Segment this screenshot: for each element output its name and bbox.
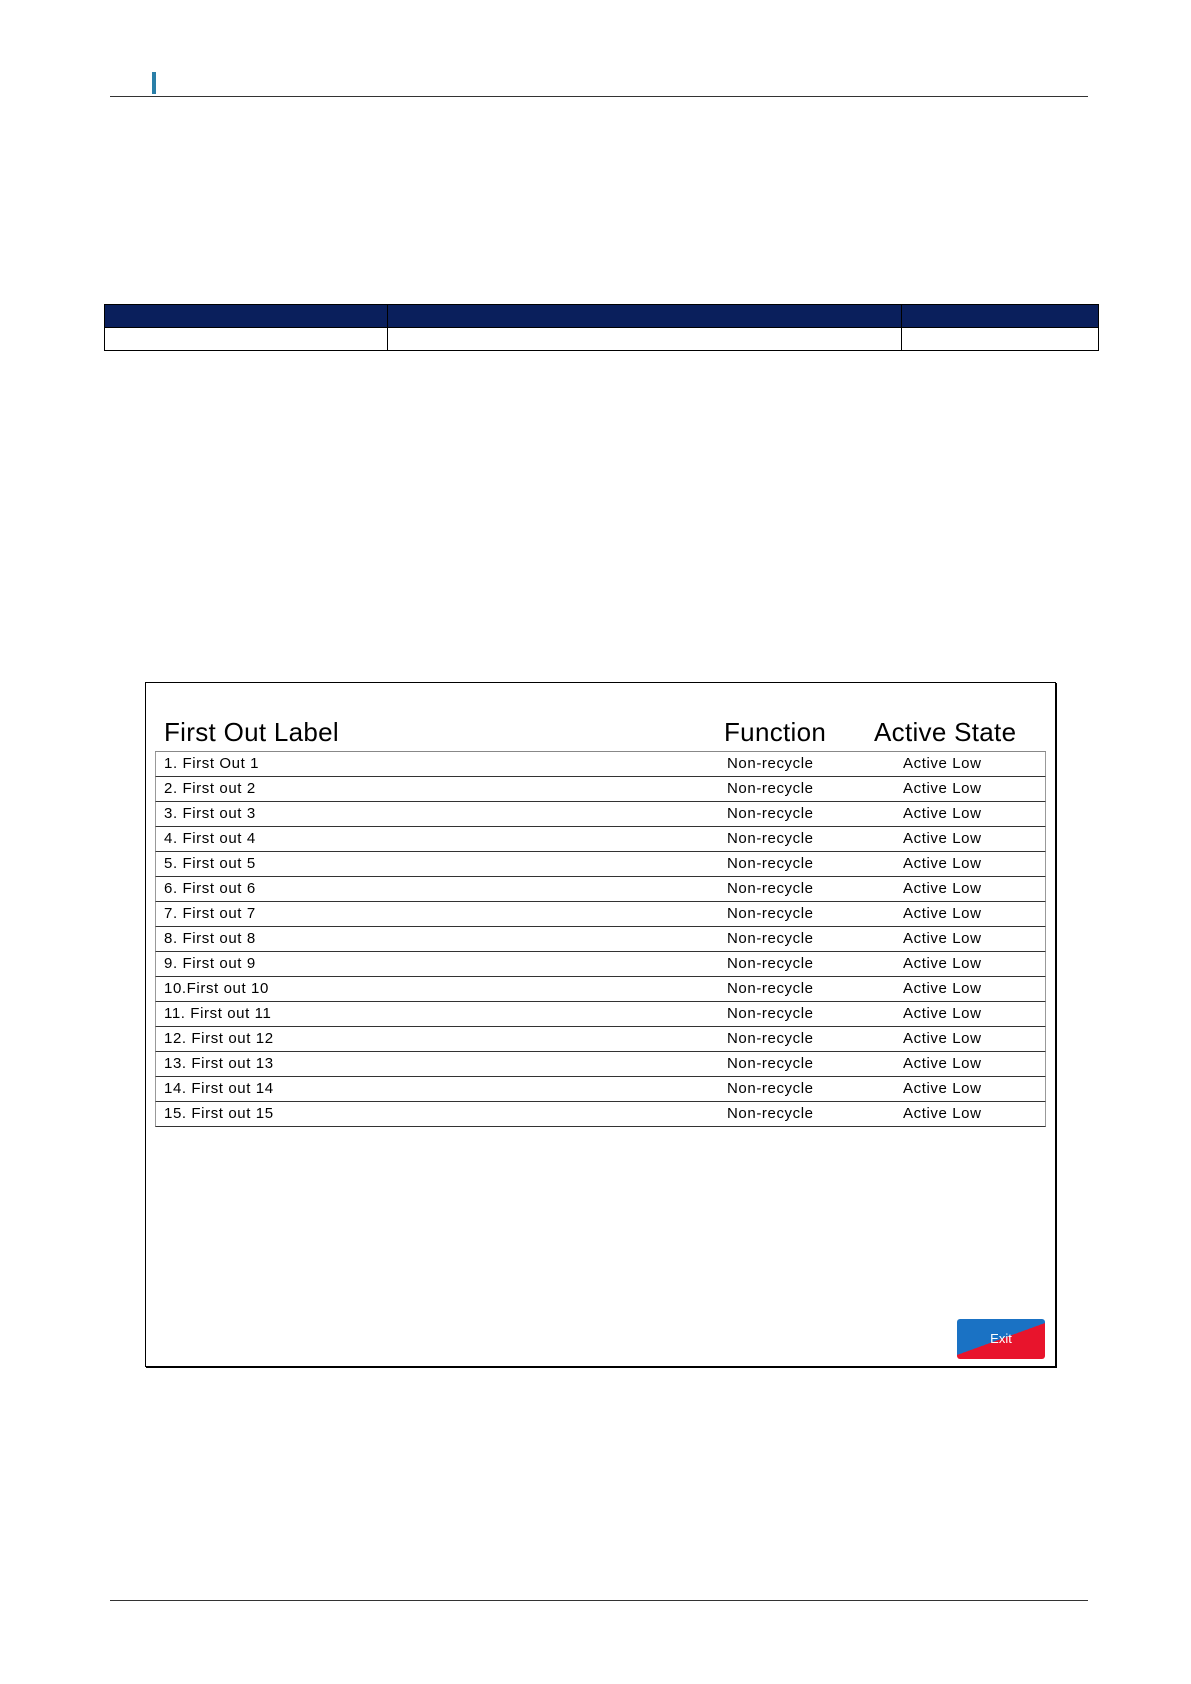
first-out-row[interactable] <box>155 802 1046 827</box>
first-out-row[interactable] <box>155 777 1046 802</box>
function-cell: Non-recycle <box>727 755 814 772</box>
first-out-list <box>155 751 1046 1127</box>
header-accent-bar <box>152 72 156 94</box>
document-table <box>104 304 1099 351</box>
function-cell: Non-recycle <box>727 980 814 997</box>
function-cell: Non-recycle <box>727 1030 814 1047</box>
function-cell: Non-recycle <box>727 1105 814 1122</box>
function-cell: Non-recycle <box>727 780 814 797</box>
first-out-label-cell: 13. First out 13 <box>164 1055 274 1072</box>
first-out-label-cell: 2. First out 2 <box>164 780 256 797</box>
active-state-cell: Active Low <box>903 980 982 997</box>
first-out-label-cell: 5. First out 5 <box>164 855 256 872</box>
function-cell: Non-recycle <box>727 830 814 847</box>
function-cell: Non-recycle <box>727 805 814 822</box>
first-out-label-cell: 4. First out 4 <box>164 830 256 847</box>
active-state-cell: Active Low <box>903 955 982 972</box>
active-state-cell: Active Low <box>903 855 982 872</box>
first-out-row[interactable] <box>155 1102 1046 1127</box>
active-state-cell: Active Low <box>903 1005 982 1022</box>
document-table-header-cell <box>902 305 1099 328</box>
first-out-label-cell: 15. First out 15 <box>164 1105 274 1122</box>
first-out-label-cell: 9. First out 9 <box>164 955 256 972</box>
function-cell: Non-recycle <box>727 930 814 947</box>
footer-rule <box>110 1600 1088 1601</box>
function-cell: Non-recycle <box>727 855 814 872</box>
active-state-cell: Active Low <box>903 1055 982 1072</box>
first-out-label-cell: 10.First out 10 <box>164 980 269 997</box>
first-out-label-cell: 12. First out 12 <box>164 1030 274 1047</box>
first-out-row[interactable] <box>155 952 1046 977</box>
first-out-row[interactable] <box>155 877 1046 902</box>
first-out-label-cell: 14. First out 14 <box>164 1080 274 1097</box>
first-out-row[interactable] <box>155 852 1046 877</box>
first-out-label-cell: 3. First out 3 <box>164 805 256 822</box>
function-cell: Non-recycle <box>727 1005 814 1022</box>
first-out-row[interactable] <box>155 827 1046 852</box>
function-cell: Non-recycle <box>727 880 814 897</box>
function-cell: Non-recycle <box>727 1055 814 1072</box>
active-state-cell: Active Low <box>903 1105 982 1122</box>
active-state-cell: Active Low <box>903 1030 982 1047</box>
active-state-cell: Active Low <box>903 880 982 897</box>
active-state-heading: Active State <box>874 717 1017 747</box>
first-out-label-screen <box>145 682 1056 1367</box>
exit-button[interactable]: Exit <box>957 1319 1045 1359</box>
function-cell: Non-recycle <box>727 955 814 972</box>
document-table-cell <box>902 328 1099 351</box>
first-out-row[interactable] <box>155 1052 1046 1077</box>
first-out-row[interactable] <box>155 927 1046 952</box>
first-out-label-cell: 8. First out 8 <box>164 930 256 947</box>
first-out-label-cell: 1. First Out 1 <box>164 755 260 772</box>
active-state-cell: Active Low <box>903 805 982 822</box>
document-table-row <box>105 328 1099 351</box>
active-state-cell: Active Low <box>903 1080 982 1097</box>
first-out-row[interactable] <box>155 1027 1046 1052</box>
active-state-cell: Active Low <box>903 830 982 847</box>
document-table-header-cell <box>388 305 902 328</box>
first-out-label-cell: 7. First out 7 <box>164 905 256 922</box>
active-state-cell: Active Low <box>903 780 982 797</box>
active-state-cell: Active Low <box>903 905 982 922</box>
first-out-row[interactable] <box>155 1077 1046 1102</box>
document-table-cell <box>388 328 902 351</box>
first-out-row[interactable] <box>155 977 1046 1002</box>
document-table-cell <box>105 328 388 351</box>
first-out-label-cell: 6. First out 6 <box>164 880 256 897</box>
first-out-label-heading: First Out Label <box>164 717 340 747</box>
function-heading: Function <box>724 717 827 747</box>
first-out-label-cell: 11. First out 11 <box>164 1005 272 1022</box>
header-rule <box>110 96 1088 97</box>
function-cell: Non-recycle <box>727 905 814 922</box>
document-table-header-cell <box>105 305 388 328</box>
active-state-cell: Active Low <box>903 930 982 947</box>
function-cell: Non-recycle <box>727 1080 814 1097</box>
first-out-row[interactable] <box>155 1002 1046 1027</box>
document-table-header-row <box>105 305 1099 328</box>
active-state-cell: Active Low <box>903 755 982 772</box>
first-out-row[interactable] <box>155 752 1046 777</box>
first-out-row[interactable] <box>155 902 1046 927</box>
